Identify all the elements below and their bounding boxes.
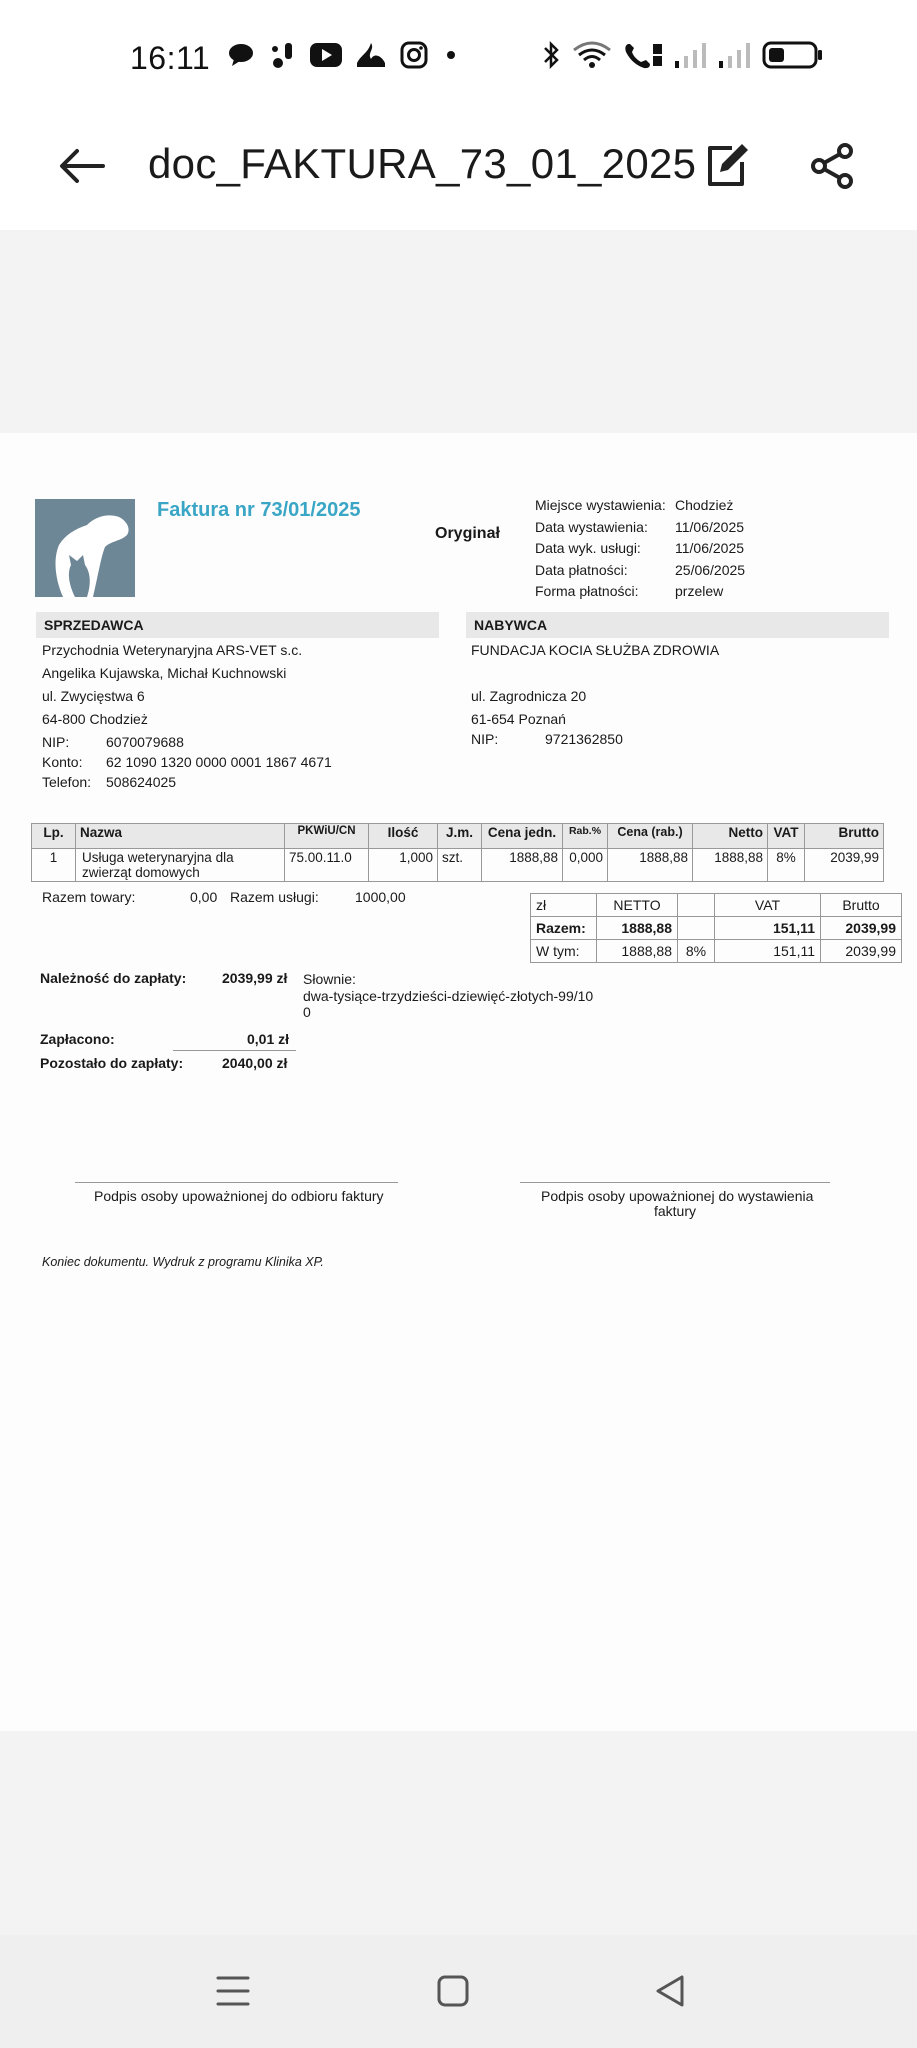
signal-2-icon xyxy=(718,41,752,69)
buyer-nip: 9721362850 xyxy=(545,731,623,747)
meta-key: Data płatności: xyxy=(535,561,628,578)
instagram-icon xyxy=(400,41,428,69)
amount-due-label: Należność do zapłaty: xyxy=(40,970,187,986)
dog-cat-logo-icon xyxy=(35,499,135,597)
buyer-city: 61-654 Poznań xyxy=(471,711,566,727)
seller-nip: 6070079688 xyxy=(106,734,184,750)
sum-head-gross: Brutto xyxy=(821,894,902,917)
seller-city: 64-800 Chodzież xyxy=(42,711,148,727)
signature-issue-line-2: faktury xyxy=(653,1203,696,1219)
invoice-document xyxy=(0,433,917,1731)
battery-icon xyxy=(762,41,824,69)
document-footer: Koniec dokumentu. Wydruk z programu Klinika XP. xyxy=(42,1255,324,1269)
meta-key: Forma płatności: xyxy=(535,583,639,599)
buyer-street: ul. Zagrodnicza 20 xyxy=(471,688,587,704)
dot-icon xyxy=(441,45,461,65)
bluetooth-icon xyxy=(540,40,562,70)
col-pkwiu: PKWiU/CN xyxy=(285,824,369,849)
table-header-row xyxy=(32,824,884,849)
cell-unit: szt. xyxy=(438,849,482,882)
col-discounted-price: Cena (rab.) xyxy=(608,824,693,849)
back-triangle-icon xyxy=(652,1972,690,2010)
navigation-bar xyxy=(0,1935,917,2048)
clinic-logo xyxy=(35,499,135,597)
cell-discounted-price: 1888,88 xyxy=(608,849,693,882)
meta-value: 11/06/2025 xyxy=(675,540,745,556)
edit-icon xyxy=(702,142,750,190)
paid-amount: 0,01 zł xyxy=(247,1031,290,1047)
seller-owners: Angelika Kujawska, Michał Kuchnowski xyxy=(42,665,287,681)
share-button[interactable] xyxy=(803,136,863,196)
col-gross: Brutto xyxy=(805,824,884,849)
totals-goods-label: Razem towary: xyxy=(42,889,136,905)
ring-icon xyxy=(269,40,297,70)
meta-row xyxy=(535,538,745,560)
cell-net: 1888,88 xyxy=(693,849,768,882)
seller-phone: 508624025 xyxy=(106,774,177,790)
totals-goods: 0,00 xyxy=(190,889,218,905)
app-bar xyxy=(0,118,917,230)
words-line-1: dwa-tysiące-trzydzieści-dziewięć-złotych-99/10 xyxy=(303,988,594,1004)
seller-heading: SPRZEDAWCA xyxy=(36,612,439,638)
col-vat: VAT xyxy=(768,824,805,849)
summary-total-row xyxy=(531,917,902,940)
invoice-title: Faktura nr 73/01/2025 xyxy=(157,499,361,521)
meta-key: Data wystawienia: xyxy=(535,518,648,535)
signature-issue-line-1: Podpis osoby upoważnionej do wystawienia xyxy=(541,1188,814,1204)
seller-phone-row xyxy=(42,771,332,794)
words-line-2: 0 xyxy=(303,1004,311,1020)
youtube-icon xyxy=(310,43,342,67)
meta-row xyxy=(535,581,745,603)
col-net: Netto xyxy=(693,824,768,849)
cell-qty: 1,000 xyxy=(369,849,438,882)
invoice-meta xyxy=(535,495,745,603)
sum-total-label: Razem: xyxy=(531,917,597,940)
meta-row xyxy=(535,495,745,517)
menu-icon xyxy=(214,1972,252,2010)
col-unit-price: Cena jedn. xyxy=(482,824,563,849)
items-table xyxy=(31,823,884,882)
seller-block xyxy=(42,639,332,794)
sum-breakdown-rate: 8% xyxy=(678,940,715,963)
seller-account: 62 1090 1320 0000 0001 1867 4671 xyxy=(106,754,332,770)
meta-row xyxy=(535,560,745,582)
chat-bubble-icon xyxy=(228,42,256,68)
col-unit: J.m. xyxy=(438,824,482,849)
sum-head-net: NETTO xyxy=(597,894,678,917)
sum-total-gross: 2039,99 xyxy=(821,917,902,940)
seller-account-label: Konto: xyxy=(42,754,83,770)
back-button[interactable] xyxy=(52,136,112,196)
signature-line-receive xyxy=(75,1182,398,1183)
status-time: 16:11 xyxy=(130,40,211,76)
volte-call-icon xyxy=(622,40,664,70)
share-icon xyxy=(809,142,857,190)
sum-total-rate xyxy=(678,917,715,940)
signature-issue-label xyxy=(541,1188,814,1219)
col-qty: Ilość xyxy=(369,824,438,849)
vat-summary-table xyxy=(530,893,902,963)
remaining-amount: 2040,00 zł xyxy=(222,1055,288,1071)
paid-underline xyxy=(173,1050,296,1051)
buyer-nip-row xyxy=(471,728,719,751)
totals-services-label: Razem usługi: xyxy=(230,889,319,905)
santander-icon xyxy=(355,41,387,69)
seller-phone-label: Telefon: xyxy=(42,774,92,790)
meta-value: 25/06/2025 xyxy=(675,561,746,578)
col-name: Nazwa xyxy=(76,824,285,849)
amount-due: 2039,99 zł xyxy=(222,970,288,986)
recent-apps-button[interactable] xyxy=(203,1961,263,2021)
buyer-name: FUNDACJA KOCIA SŁUŻBA ZDROWIA xyxy=(471,642,720,658)
signature-receive-label: Podpis osoby upoważnionej do odbioru faktury xyxy=(94,1188,384,1204)
back-nav-button[interactable] xyxy=(641,1961,701,2021)
wifi-icon xyxy=(572,40,612,70)
meta-row xyxy=(535,517,745,539)
meta-value: Chodzież xyxy=(675,497,734,513)
document-title: doc_FAKTURA_73_01_2025 xyxy=(148,140,697,187)
status-bar xyxy=(0,0,917,118)
table-row xyxy=(32,849,884,882)
buyer-heading: NABYWCA xyxy=(466,612,889,638)
sum-head-rate xyxy=(678,894,715,917)
cell-discount: 0,000 xyxy=(563,849,608,882)
signal-1-icon xyxy=(674,41,708,69)
words-label: Słownie: xyxy=(303,971,356,987)
sum-head-currency: zł xyxy=(531,894,597,917)
system-icons xyxy=(540,40,824,70)
sum-breakdown-net: 1888,88 xyxy=(597,940,678,963)
cell-vat: 8% xyxy=(768,849,805,882)
cell-name: Usługa weterynaryjna dla zwierząt domowych xyxy=(76,849,285,882)
paid-label: Zapłacono: xyxy=(40,1031,115,1047)
cell-lp: 1 xyxy=(32,849,76,882)
meta-key: Miejsce wystawienia: xyxy=(535,497,666,513)
col-lp: Lp. xyxy=(32,824,76,849)
seller-nip-label: NIP: xyxy=(42,734,70,750)
home-square-icon xyxy=(434,1972,472,2010)
original-label: Oryginał xyxy=(435,525,500,542)
sum-breakdown-vat: 151,11 xyxy=(715,940,821,963)
buyer-block xyxy=(471,639,719,751)
seller-name: Przychodnia Weterynaryjna ARS-VET s.c. xyxy=(42,642,303,658)
remaining-label: Pozostało do zapłaty: xyxy=(40,1055,184,1071)
totals-services: 1000,00 xyxy=(355,889,406,905)
summary-header-row xyxy=(531,894,902,917)
cell-unit-price: 1888,88 xyxy=(482,849,563,882)
summary-breakdown-row xyxy=(531,940,902,963)
edit-button[interactable] xyxy=(696,136,756,196)
meta-value: 11/06/2025 xyxy=(675,518,745,535)
notification-icons xyxy=(228,40,461,70)
meta-value: przelew xyxy=(675,583,724,599)
document-page[interactable] xyxy=(0,433,917,1731)
sum-total-vat: 151,11 xyxy=(715,917,821,940)
buyer-nip-label: NIP: xyxy=(471,731,499,747)
seller-street: ul. Zwycięstwa 6 xyxy=(42,688,145,704)
sum-breakdown-gross: 2039,99 xyxy=(821,940,902,963)
cell-gross: 2039,99 xyxy=(805,849,884,882)
meta-key: Data wyk. usługi: xyxy=(535,540,641,556)
sum-breakdown-label: W tym: xyxy=(531,940,597,963)
sum-total-net: 1888,88 xyxy=(597,917,678,940)
col-discount: Rab.% xyxy=(563,824,608,849)
home-button[interactable] xyxy=(423,1961,483,2021)
signature-line-issue xyxy=(520,1182,830,1183)
cell-pkwiu: 75.00.11.0 xyxy=(285,849,369,882)
arrow-left-icon xyxy=(57,146,107,186)
sum-head-vat: VAT xyxy=(715,894,821,917)
